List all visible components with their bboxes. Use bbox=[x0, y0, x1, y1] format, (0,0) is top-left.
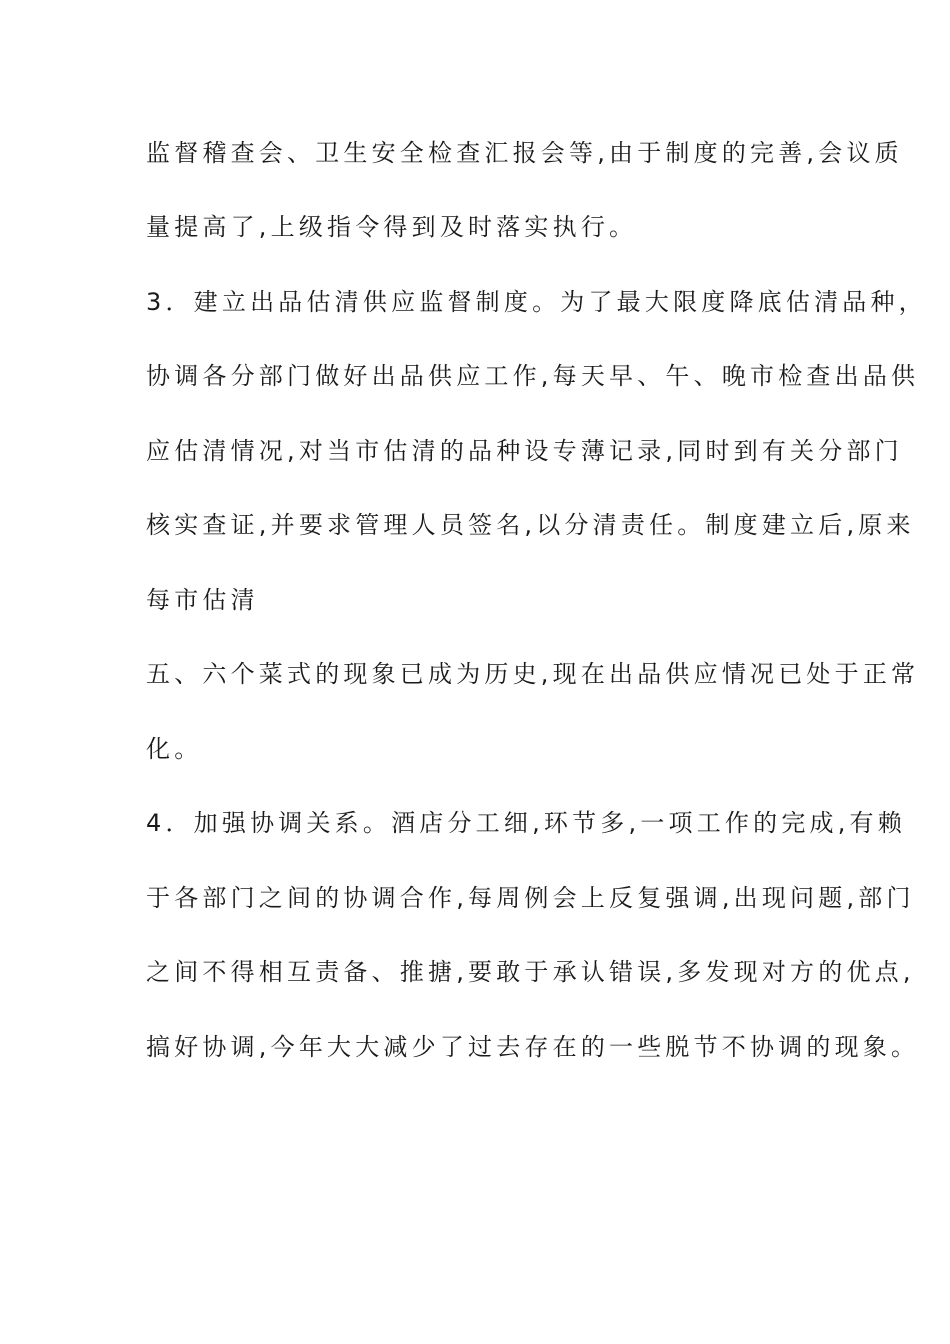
text-line: 五、六个菜式的现象已成为历史,现在出品供应情况已处于正常 bbox=[146, 660, 920, 688]
text-line: 核实查证,并要求管理人员签名,以分清责任。制度建立后,原来 bbox=[146, 511, 915, 539]
text-line: 4．加强协调关系。酒店分工细,环节多,一项工作的完成,有赖 bbox=[146, 809, 906, 837]
text-line: 之间不得相互责备、推搪,要敢于承认错误,多发现对方的优点, bbox=[146, 958, 915, 986]
text-line: 3．建立出品估清供应监督制度。为了最大限度降底估清品种， bbox=[146, 288, 927, 316]
text-line: 量提高了,上级指令得到及时落实执行。 bbox=[146, 213, 638, 241]
text-line: 化。 bbox=[146, 735, 203, 763]
text-line: 搞好协调,今年大大减少了过去存在的一些脱节不协调的现象。 bbox=[146, 1033, 920, 1061]
text-line: 监督稽查会、卫生安全检查汇报会等,由于制度的完善,会议质 bbox=[146, 139, 903, 167]
text-line: 于各部门之间的协调合作,每周例会上反复强调,出现问题,部门 bbox=[146, 884, 915, 912]
text-line: 每市估清 bbox=[146, 586, 259, 614]
text-line: 协调各分部门做好出品供应工作,每天早、午、晚市检查出品供 bbox=[146, 362, 920, 390]
text-line: 应估清情况,对当市估清的品种设专薄记录,同时到有关分部门 bbox=[146, 437, 903, 465]
